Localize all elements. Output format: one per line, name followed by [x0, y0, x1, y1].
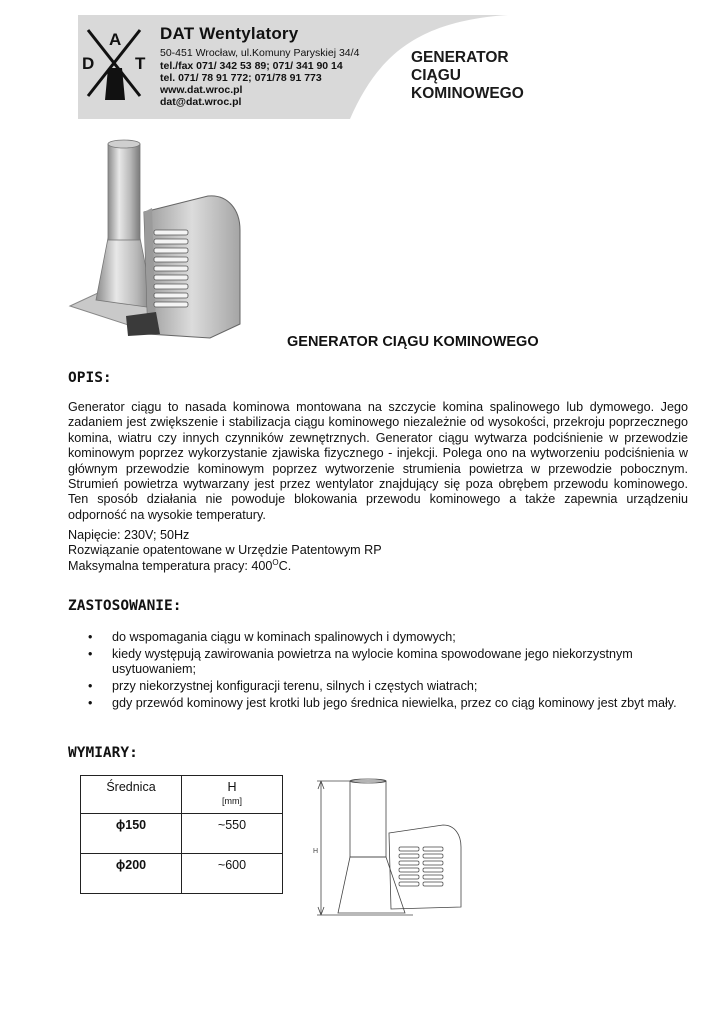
patent-line: Rozwiązanie opatentowane w Urzędzie Patentowym RP — [68, 543, 382, 557]
max-temp-suffix: C. — [278, 559, 292, 574]
table-header-row — [81, 776, 283, 814]
product-photo — [68, 138, 268, 343]
logo-letter-a: A — [109, 30, 122, 49]
dimensions-table — [80, 775, 283, 894]
col-header-h — [182, 776, 283, 814]
company-tel-fax: tel./fax 071/ 342 53 89; 071/ 341 90 14 — [160, 60, 343, 72]
col-header-h-unit: [mm] — [222, 796, 242, 806]
main-title: GENERATOR CIĄGU KOMINOWEGO — [287, 334, 539, 350]
zastosowanie-heading: ZASTOSOWANIE: — [68, 598, 182, 614]
wymiary-heading: WYMIARY: — [68, 745, 138, 761]
header-product-title-line: CIĄGU — [411, 67, 461, 84]
company-email: dat@dat.wroc.pl — [160, 96, 242, 108]
opis-heading: OPIS: — [68, 370, 112, 386]
header-product-title-line: KOMINOWEGO — [411, 85, 524, 102]
zastosowanie-list — [88, 630, 688, 713]
list-item: • do wspomagania ciągu w kominach spalinowych i dymowych; — [88, 630, 688, 645]
voltage-line: Napięcie: 230V; 50Hz — [68, 528, 190, 542]
max-temp-prefix: Maksymalna temperatura pracy: 400 — [68, 559, 273, 574]
company-address: 50-451 Wrocław, ul.Komuny Paryskiej 34/4 — [160, 47, 360, 59]
list-item: • przy niekorzystnej konfiguracji terenu, silnych i częstych wiatrach; — [88, 679, 688, 694]
col-header-h-label: H — [227, 780, 237, 794]
header-product-title-line: GENERATOR — [411, 49, 509, 66]
opis-paragraph: Generator ciągu to nasada kominowa montowana na szczycie komina spalinowego lub dymowego. Jego zadaniem jest zwiększenie i stabilizacja ciągu kominowego niezależnie od wysokości, przekroju poprzecznego komina, wiatru czy innych czynników zewnętrznych. Generator ciągu wytwarza podciśnienie w przewodzie kominowym poprzez wykorzystanie zjawiska fizycznego - injekcji. Polega ono na wytworzeniu podciśnienia w głównym przewodzie kominowym poprzez wytworzenie strumienia powietrza w przewodzie pobocznym. Strumień powietrza wytwarzany jest przez wentylator znajdujący się poza obrębem przewodu kominowego. Ten sposób działania nie powoduje blokowania przewodu kominowego a także zapewnia urządzeniu odporność na wysokie temperatury. — [68, 400, 688, 522]
cell-diameter: ϕ200 — [81, 854, 182, 894]
table-row — [81, 814, 283, 854]
header-product-title — [411, 49, 524, 103]
list-item: • gdy przewód kominowy jest krotki lub jego średnica niewielka, przez co ciąg kominowy jest zbyt mały. — [88, 696, 688, 711]
dimension-drawing — [305, 775, 480, 920]
col-header-diameter: Średnica — [81, 776, 182, 814]
cell-diameter: ϕ150 — [81, 814, 182, 854]
table-row — [81, 854, 283, 894]
company-name: DAT Wentylatory — [160, 24, 299, 43]
company-tel: tel. 071/ 78 91 772; 071/78 91 773 — [160, 72, 322, 84]
drawing-h-label: H — [313, 848, 319, 855]
list-item: • kiedy występują zawirowania powietrza na wylocie komina spowodowane jego niekorzystnym usytuowaniem; — [88, 647, 688, 677]
max-temp-degree: O — [272, 558, 279, 567]
cell-h: ~600 — [182, 854, 283, 894]
max-temp-line — [68, 558, 291, 573]
cell-h: ~550 — [182, 814, 283, 854]
company-www: www.dat.wroc.pl — [160, 84, 243, 96]
logo-letter-d: D — [82, 54, 95, 73]
company-logo — [78, 22, 153, 102]
logo-letter-t: T — [135, 54, 146, 73]
